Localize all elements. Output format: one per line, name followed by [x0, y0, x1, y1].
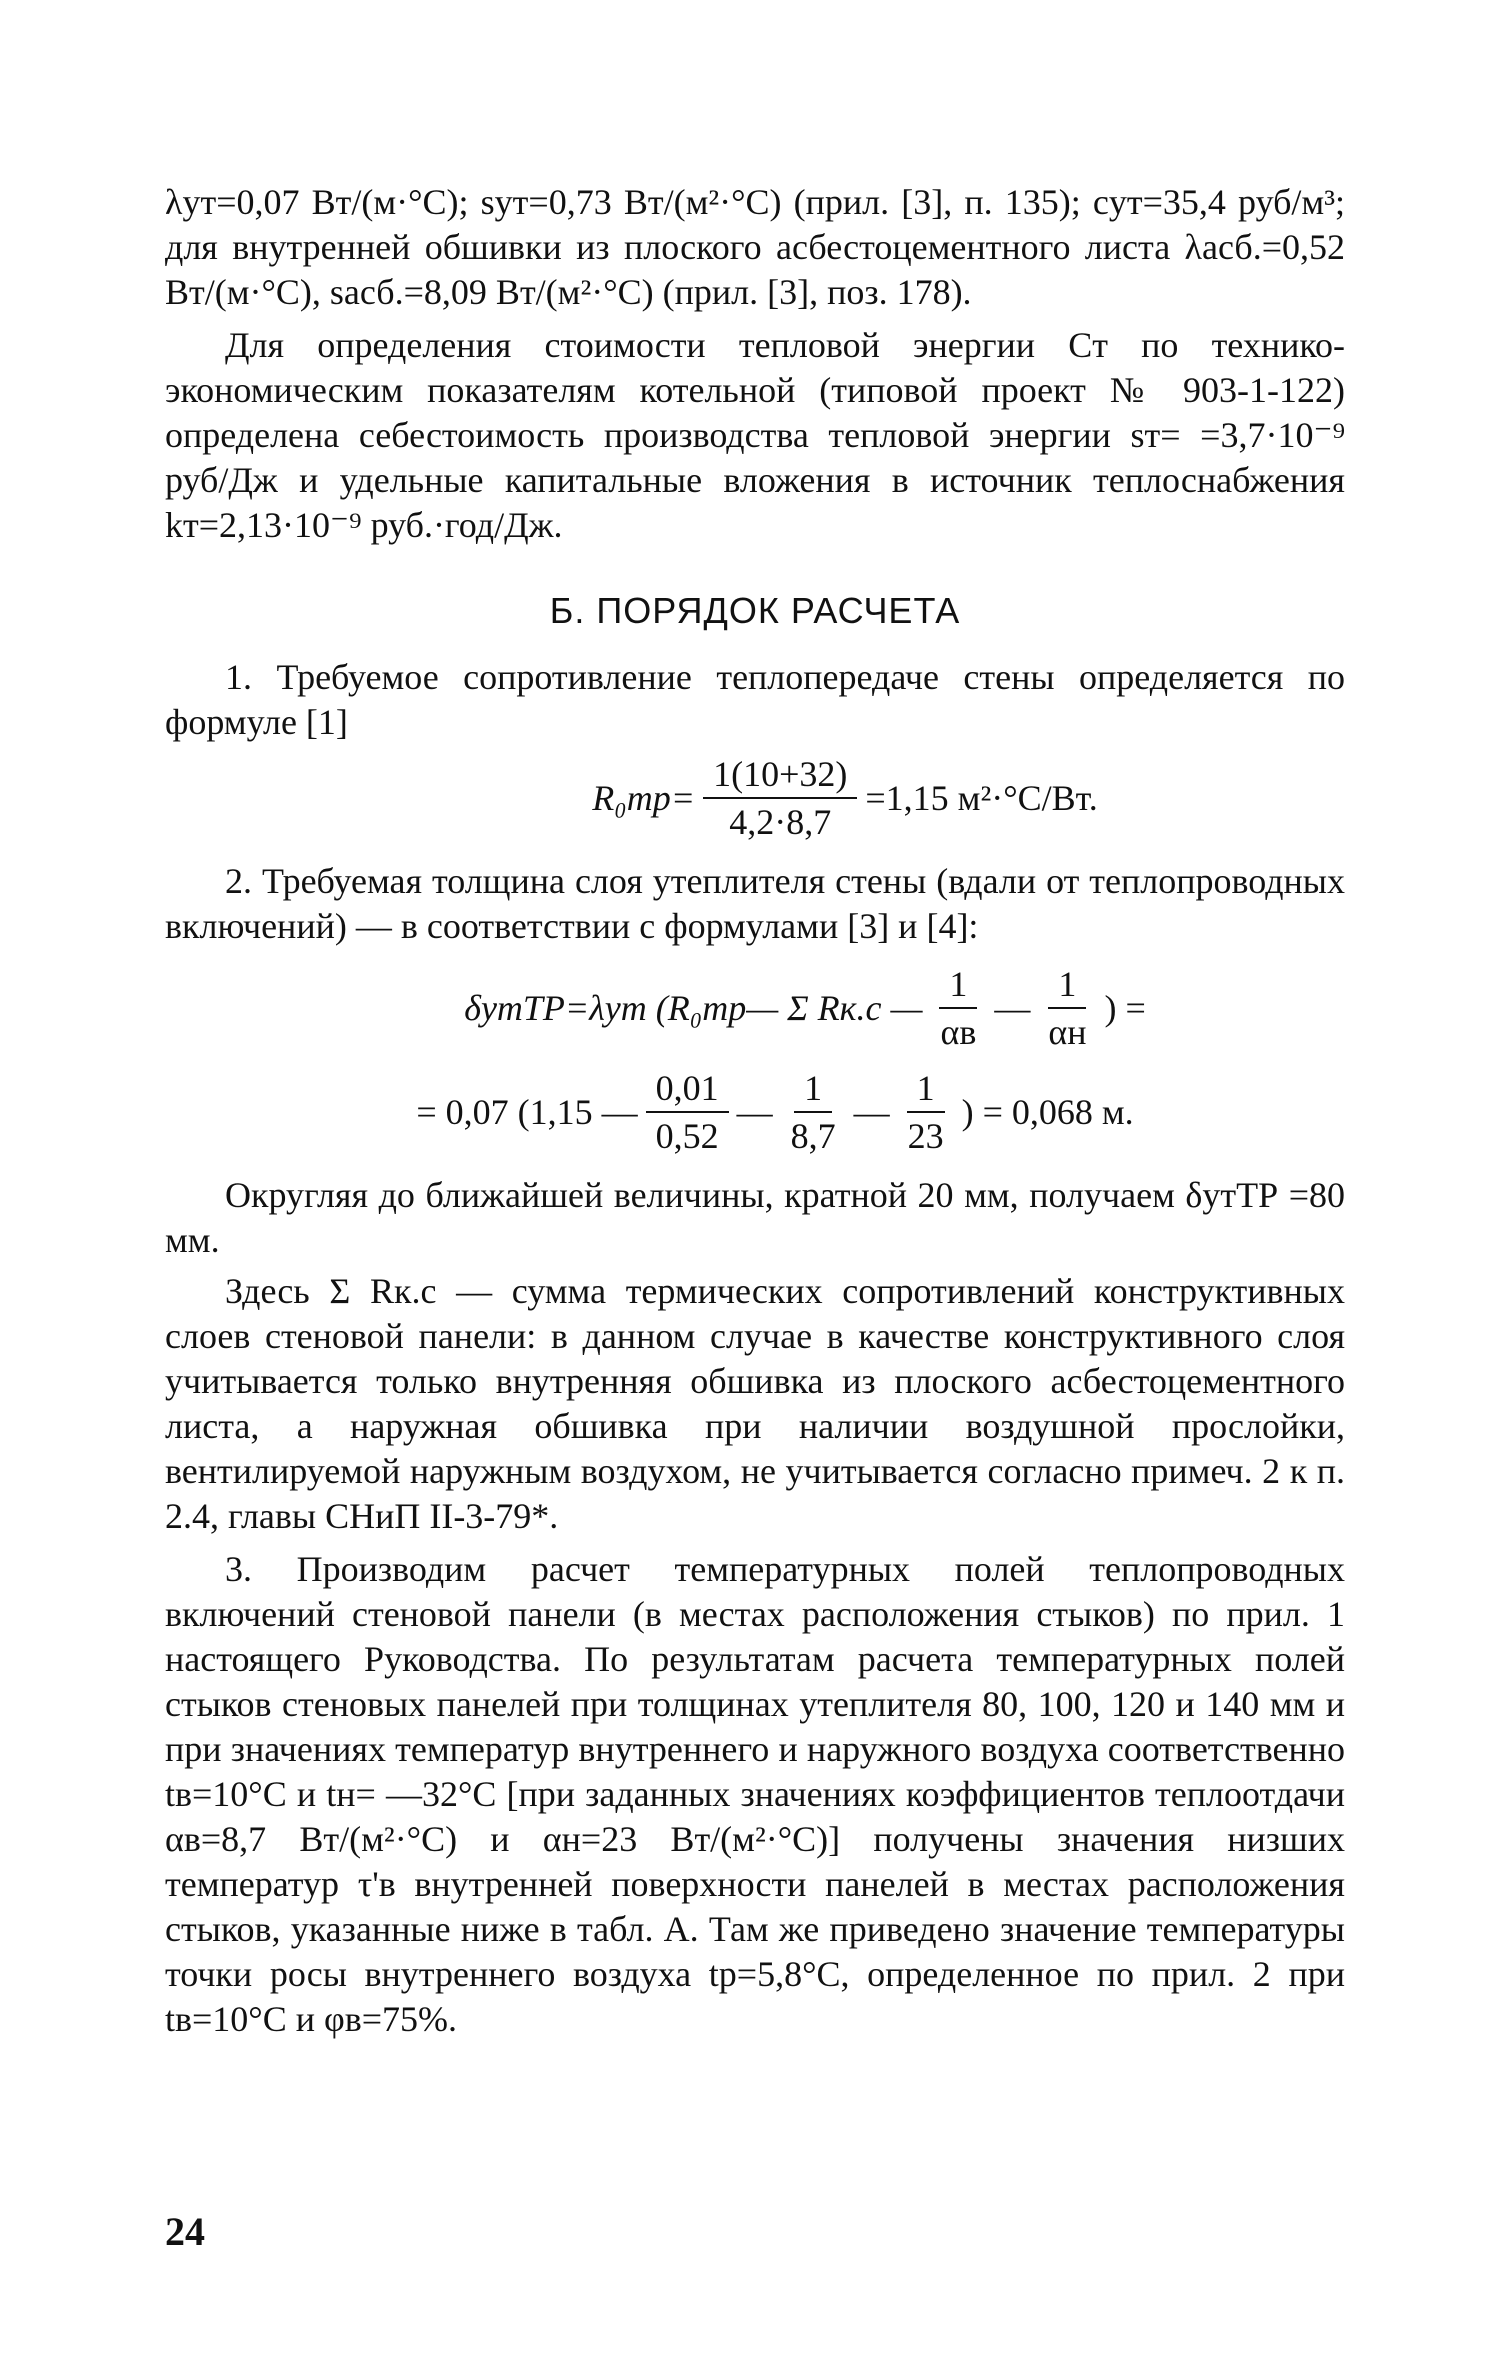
formula3-rhs: ) = 0,068 м. — [961, 1091, 1134, 1132]
formula1-denominator: 4,2·8,7 — [729, 802, 832, 842]
formula3-frac2 — [781, 1067, 846, 1157]
formula3-frac3-num: 1 — [907, 1067, 945, 1113]
formula2-minus: — — [994, 987, 1031, 1028]
formula-thickness-general — [265, 963, 1345, 1053]
note-text: Здесь Σ Rк.с — сумма термических сопротивлений конструктивных слоев стеновой панели: в данном случае в качестве конструктивного слоя учитывается только внутренняя обшивка из плоского асбестоцементного листа, а наружная обшивка при наличии воздушной прослойки, вентилируемой наружным воздухом, не учитывается согласно примеч. 2 к п. 2.4, главы СНиП II-3-79*. — [165, 1271, 1345, 1536]
formula2-lhs: δутТР=λут (R₀тр— Σ Rк.с — — [464, 987, 923, 1028]
formula3-minus2: — — [853, 1091, 890, 1132]
formula3-frac2-den: 8,7 — [790, 1116, 836, 1156]
formula1-lhs: R₀тр= — [592, 777, 696, 818]
page-number: 24 — [165, 2209, 205, 2254]
intro-paragraph-1: λут=0,07 Вт/(м·°С); sут=0,73 Вт/(м²·°С) (прил. [3], п. 135); cут=35,4 руб/м³; для внутренней обшивки из плоского асбестоцементного листа λасб.=0,52 Вт/(м·°С), sасб.=8,09 Вт/(м²·°С) (прил. [3], поз. 178). — [165, 182, 1345, 312]
formula-thickness-numeric — [205, 1067, 1345, 1157]
formula-required-resistance — [345, 753, 1345, 843]
formula2-frac2-num: 1 — [1048, 963, 1086, 1009]
formula2-frac1 — [931, 963, 987, 1053]
formula3-frac1 — [646, 1067, 729, 1157]
formula3-frac3-den: 23 — [907, 1116, 944, 1156]
formula2-frac2 — [1038, 963, 1096, 1053]
formula2-frac1-den: αв — [940, 1012, 977, 1052]
formula3-frac1-num: 0,01 — [646, 1067, 729, 1113]
formula3-lhs: = 0,07 (1,15 — — [416, 1091, 638, 1132]
formula3-frac2-num: 1 — [794, 1067, 832, 1113]
formula2-rhs: ) = — [1104, 987, 1146, 1028]
rounding-text: Округляя до ближайшей величины, кратной 20 мм, получаем δутТР =80 мм. — [165, 1175, 1345, 1260]
formula2-frac1-num: 1 — [939, 963, 977, 1009]
formula3-frac1-den: 0,52 — [655, 1116, 719, 1156]
step3-text: 3. Производим расчет температурных полей теплопроводных включений стеновой панели (в местах расположения стыков) по прил. 1 настоящего Руководства. По результатам расчета температурных полей стыков стеновых панелей при толщинах утеплителя 80, 100, 120 и 140 мм и при значениях температур внутреннего и наружного воздуха соответственно tв=10°С и tн= —32°С [при заданных значениях коэффициентов теплоотдачи αв=8,7 Вт/(м²·°С) и αн=23 Вт/(м²·°С)] получены значения низших температур τ'в внутренней поверхности панелей в местах расположения стыков, указанные ниже в табл. А. Там же приведено значение температуры точки росы внутреннего воздуха tр=5,8°С, определенное по прил. 2 при tв=10°С и φв=75%. — [165, 1549, 1345, 2039]
formula1-numerator: 1(10+32) — [703, 753, 857, 799]
formula3-minus1: — — [736, 1091, 773, 1132]
step1-text: 1. Требуемое сопротивление теплопередаче стены определяется по формуле [1] — [165, 657, 1345, 742]
formula2-frac2-den: αн — [1048, 1012, 1087, 1052]
formula1-rhs: =1,15 м²·°С/Вт. — [865, 777, 1098, 818]
formula3-frac3 — [898, 1067, 954, 1157]
section-heading: Б. ПОРЯДОК РАСЧЕТА — [549, 590, 961, 631]
formula1-fraction — [703, 753, 857, 843]
intro-paragraph-2: Для определения стоимости тепловой энергии Cт по технико-экономическим показателям котельной (типовой проект № 903-1-122) определена себестоимость производства тепловой энергии sт= =3,7·10⁻⁹ руб/Дж и удельные капитальные вложения в источник теплоснабжения kт=2,13·10⁻⁹ руб.·год/Дж. — [165, 325, 1345, 545]
page-body — [165, 180, 1345, 2042]
step2-text: 2. Требуемая толщина слоя утеплителя стены (вдали от теплопроводных включений) — в соответствии с формулами [3] и [4]: — [165, 861, 1345, 946]
